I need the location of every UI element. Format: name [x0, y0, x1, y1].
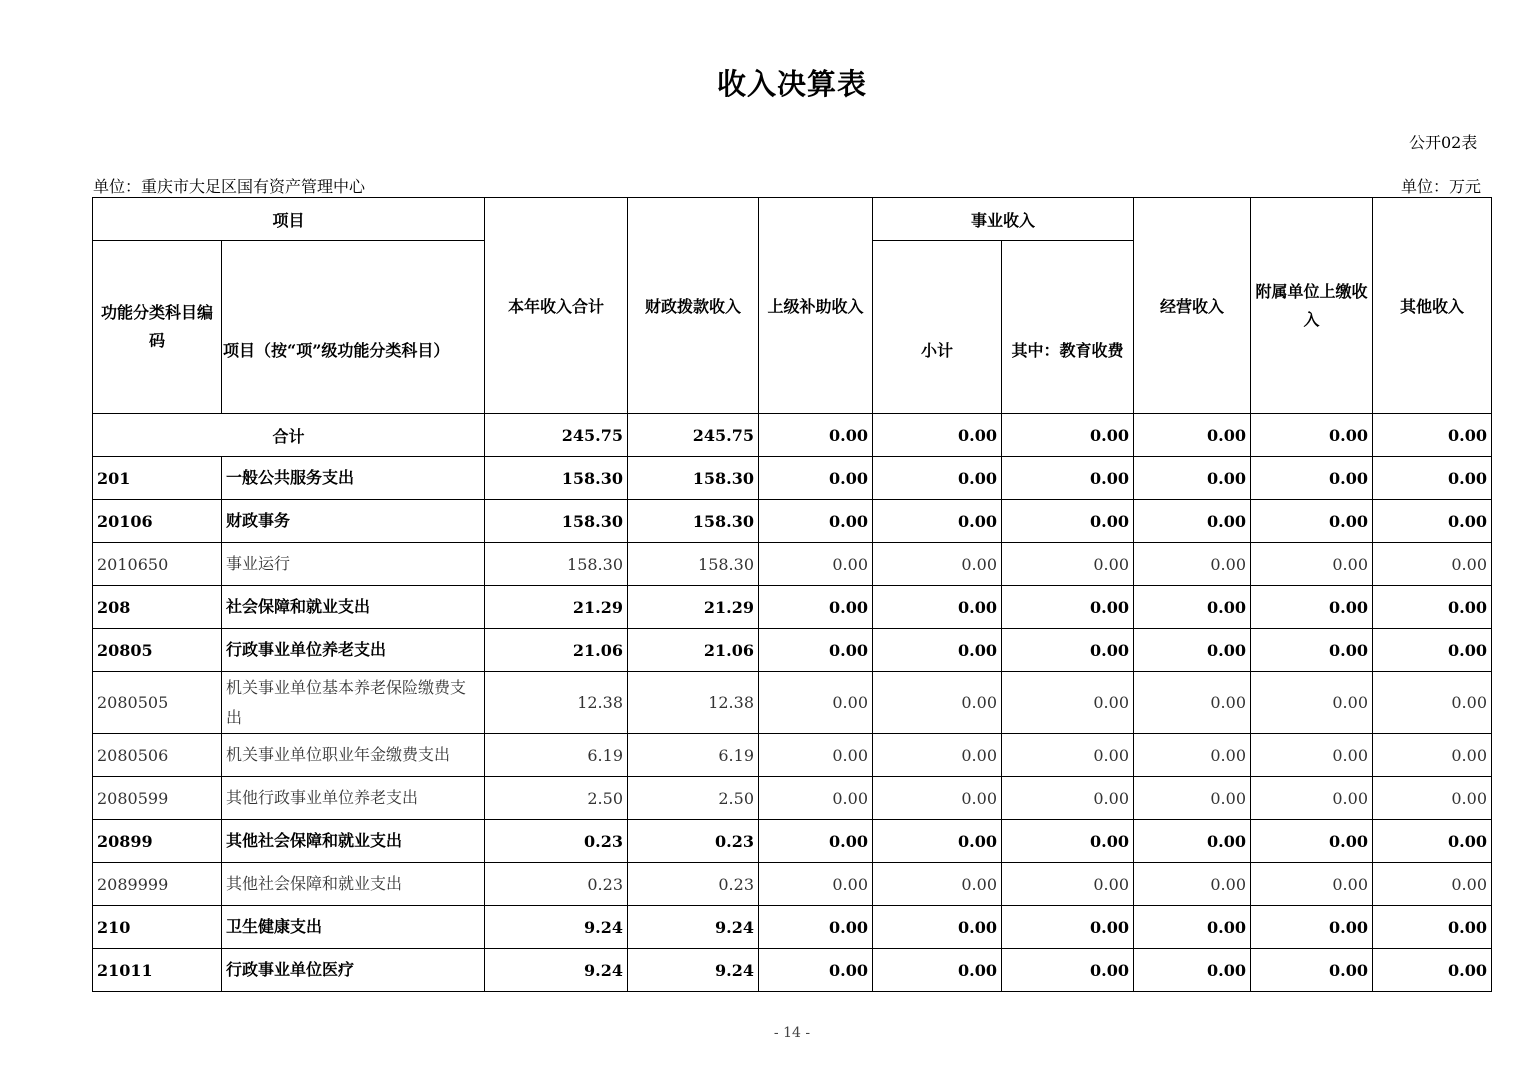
- row-superior: 0.00: [759, 629, 873, 672]
- row-subtotal: 0.00: [873, 629, 1002, 672]
- form-number: 公开02表: [1409, 133, 1478, 152]
- table-row: [93, 672, 1492, 734]
- table-row: [93, 777, 1492, 820]
- row-other: 0.00: [1373, 457, 1492, 500]
- row-fiscal: 9.24: [628, 906, 759, 949]
- row-total-income: 9.24: [485, 949, 628, 992]
- total-superior: 0.00: [759, 414, 873, 457]
- row-name: 行政事业单位养老支出: [222, 629, 485, 672]
- row-total-income: 21.06: [485, 629, 628, 672]
- row-education: 0.00: [1002, 500, 1134, 543]
- row-operating: 0.00: [1134, 629, 1251, 672]
- row-superior: 0.00: [759, 863, 873, 906]
- header-project: 项目: [93, 198, 485, 241]
- table-row: [93, 629, 1492, 672]
- row-affiliated: 0.00: [1251, 734, 1373, 777]
- row-total-income: 21.29: [485, 586, 628, 629]
- row-total-income: 6.19: [485, 734, 628, 777]
- row-operating: 0.00: [1134, 500, 1251, 543]
- row-education: 0.00: [1002, 906, 1134, 949]
- row-other: 0.00: [1373, 543, 1492, 586]
- header-total-income: 本年收入合计: [485, 198, 628, 414]
- row-operating: 0.00: [1134, 863, 1251, 906]
- row-affiliated: 0.00: [1251, 777, 1373, 820]
- row-name: 机关事业单位基本养老保险缴费支出: [222, 672, 485, 734]
- table-row: [93, 906, 1492, 949]
- header-affiliated: 附属单位上缴收入: [1251, 198, 1373, 414]
- row-code: 21011: [93, 949, 222, 992]
- table-row: [93, 949, 1492, 992]
- row-code: 2010650: [93, 543, 222, 586]
- header-func-name: 项目（按“项”级功能分类科目）: [222, 241, 485, 414]
- row-name: 机关事业单位职业年金缴费支出: [222, 734, 485, 777]
- row-education: 0.00: [1002, 629, 1134, 672]
- row-subtotal: 0.00: [873, 672, 1002, 734]
- row-other: 0.00: [1373, 500, 1492, 543]
- row-fiscal: 158.30: [628, 457, 759, 500]
- row-name: 事业运行: [222, 543, 485, 586]
- row-other: 0.00: [1373, 820, 1492, 863]
- row-fiscal: 9.24: [628, 949, 759, 992]
- row-fiscal: 12.38: [628, 672, 759, 734]
- row-subtotal: 0.00: [873, 457, 1002, 500]
- row-operating: 0.00: [1134, 906, 1251, 949]
- row-superior: 0.00: [759, 820, 873, 863]
- row-subtotal: 0.00: [873, 586, 1002, 629]
- total-other: 0.00: [1373, 414, 1492, 457]
- row-affiliated: 0.00: [1251, 457, 1373, 500]
- row-fiscal: 158.30: [628, 500, 759, 543]
- row-code: 2080505: [93, 672, 222, 734]
- row-superior: 0.00: [759, 734, 873, 777]
- table-row: [93, 586, 1492, 629]
- table-row: [93, 863, 1492, 906]
- row-affiliated: 0.00: [1251, 543, 1373, 586]
- row-operating: 0.00: [1134, 543, 1251, 586]
- row-other: 0.00: [1373, 734, 1492, 777]
- row-subtotal: 0.00: [873, 543, 1002, 586]
- row-affiliated: 0.00: [1251, 586, 1373, 629]
- row-operating: 0.00: [1134, 949, 1251, 992]
- header-business-group: 事业收入: [873, 198, 1134, 241]
- row-superior: 0.00: [759, 586, 873, 629]
- row-code: 2089999: [93, 863, 222, 906]
- row-total-income: 158.30: [485, 543, 628, 586]
- row-total-income: 12.38: [485, 672, 628, 734]
- row-name: 卫生健康支出: [222, 906, 485, 949]
- row-subtotal: 0.00: [873, 777, 1002, 820]
- row-fiscal: 0.23: [628, 820, 759, 863]
- row-fiscal: 6.19: [628, 734, 759, 777]
- unit-name: 单位：重庆市大足区国有资产管理中心: [93, 177, 366, 196]
- row-fiscal: 21.06: [628, 629, 759, 672]
- table-row: [93, 500, 1492, 543]
- total-education: 0.00: [1002, 414, 1134, 457]
- row-name: 其他行政事业单位养老支出: [222, 777, 485, 820]
- income-table: [92, 197, 1492, 992]
- row-operating: 0.00: [1134, 820, 1251, 863]
- row-operating: 0.00: [1134, 457, 1251, 500]
- row-name: 其他社会保障和就业支出: [222, 820, 485, 863]
- row-superior: 0.00: [759, 906, 873, 949]
- row-subtotal: 0.00: [873, 820, 1002, 863]
- table-row: [93, 543, 1492, 586]
- page-title: 收入决算表: [716, 67, 867, 101]
- row-subtotal: 0.00: [873, 906, 1002, 949]
- header-education: 其中：教育收费: [1002, 241, 1134, 414]
- table-row: [93, 734, 1492, 777]
- row-code: 20805: [93, 629, 222, 672]
- row-other: 0.00: [1373, 586, 1492, 629]
- row-operating: 0.00: [1134, 672, 1251, 734]
- table-row: [93, 457, 1492, 500]
- row-other: 0.00: [1373, 629, 1492, 672]
- row-affiliated: 0.00: [1251, 629, 1373, 672]
- row-superior: 0.00: [759, 949, 873, 992]
- total-affiliated: 0.00: [1251, 414, 1373, 457]
- row-name: 财政事务: [222, 500, 485, 543]
- row-fiscal: 158.30: [628, 543, 759, 586]
- row-code: 2080599: [93, 777, 222, 820]
- row-total-income: 0.23: [485, 863, 628, 906]
- row-name: 一般公共服务支出: [222, 457, 485, 500]
- total-total-income: 245.75: [485, 414, 628, 457]
- row-other: 0.00: [1373, 863, 1492, 906]
- row-affiliated: 0.00: [1251, 500, 1373, 543]
- unit-measure: 单位：万元: [1401, 177, 1482, 196]
- header-func-code: 功能分类科目编码: [93, 241, 222, 414]
- row-total-income: 158.30: [485, 457, 628, 500]
- row-education: 0.00: [1002, 949, 1134, 992]
- total-row: [93, 414, 1492, 457]
- row-total-income: 158.30: [485, 500, 628, 543]
- row-affiliated: 0.00: [1251, 820, 1373, 863]
- row-operating: 0.00: [1134, 586, 1251, 629]
- row-affiliated: 0.00: [1251, 863, 1373, 906]
- row-operating: 0.00: [1134, 777, 1251, 820]
- row-name: 社会保障和就业支出: [222, 586, 485, 629]
- row-code: 208: [93, 586, 222, 629]
- row-education: 0.00: [1002, 672, 1134, 734]
- header-superior: 上级补助收入: [759, 198, 873, 414]
- row-superior: 0.00: [759, 543, 873, 586]
- row-affiliated: 0.00: [1251, 949, 1373, 992]
- row-subtotal: 0.00: [873, 949, 1002, 992]
- row-fiscal: 21.29: [628, 586, 759, 629]
- header-other: 其他收入: [1373, 198, 1492, 414]
- row-other: 0.00: [1373, 906, 1492, 949]
- total-operating: 0.00: [1134, 414, 1251, 457]
- page-number: - 14 -: [773, 1025, 811, 1041]
- row-superior: 0.00: [759, 777, 873, 820]
- row-subtotal: 0.00: [873, 863, 1002, 906]
- row-other: 0.00: [1373, 777, 1492, 820]
- row-education: 0.00: [1002, 777, 1134, 820]
- row-code: 2080506: [93, 734, 222, 777]
- header-fiscal: 财政拨款收入: [628, 198, 759, 414]
- row-superior: 0.00: [759, 500, 873, 543]
- row-code: 210: [93, 906, 222, 949]
- row-subtotal: 0.00: [873, 500, 1002, 543]
- row-code: 20899: [93, 820, 222, 863]
- row-education: 0.00: [1002, 734, 1134, 777]
- row-operating: 0.00: [1134, 734, 1251, 777]
- row-total-income: 2.50: [485, 777, 628, 820]
- row-superior: 0.00: [759, 672, 873, 734]
- row-fiscal: 0.23: [628, 863, 759, 906]
- row-subtotal: 0.00: [873, 734, 1002, 777]
- row-code: 201: [93, 457, 222, 500]
- table-row: [93, 820, 1492, 863]
- total-label: 合计: [93, 414, 485, 457]
- total-subtotal: 0.00: [873, 414, 1002, 457]
- row-education: 0.00: [1002, 457, 1134, 500]
- header-operating: 经营收入: [1134, 198, 1251, 414]
- row-name: 行政事业单位医疗: [222, 949, 485, 992]
- row-fiscal: 2.50: [628, 777, 759, 820]
- row-superior: 0.00: [759, 457, 873, 500]
- row-other: 0.00: [1373, 949, 1492, 992]
- row-education: 0.00: [1002, 586, 1134, 629]
- row-education: 0.00: [1002, 543, 1134, 586]
- row-total-income: 9.24: [485, 906, 628, 949]
- total-fiscal: 245.75: [628, 414, 759, 457]
- row-education: 0.00: [1002, 863, 1134, 906]
- row-code: 20106: [93, 500, 222, 543]
- row-name: 其他社会保障和就业支出: [222, 863, 485, 906]
- row-affiliated: 0.00: [1251, 906, 1373, 949]
- row-education: 0.00: [1002, 820, 1134, 863]
- row-other: 0.00: [1373, 672, 1492, 734]
- header-subtotal: 小计: [873, 241, 1002, 414]
- row-affiliated: 0.00: [1251, 672, 1373, 734]
- row-total-income: 0.23: [485, 820, 628, 863]
